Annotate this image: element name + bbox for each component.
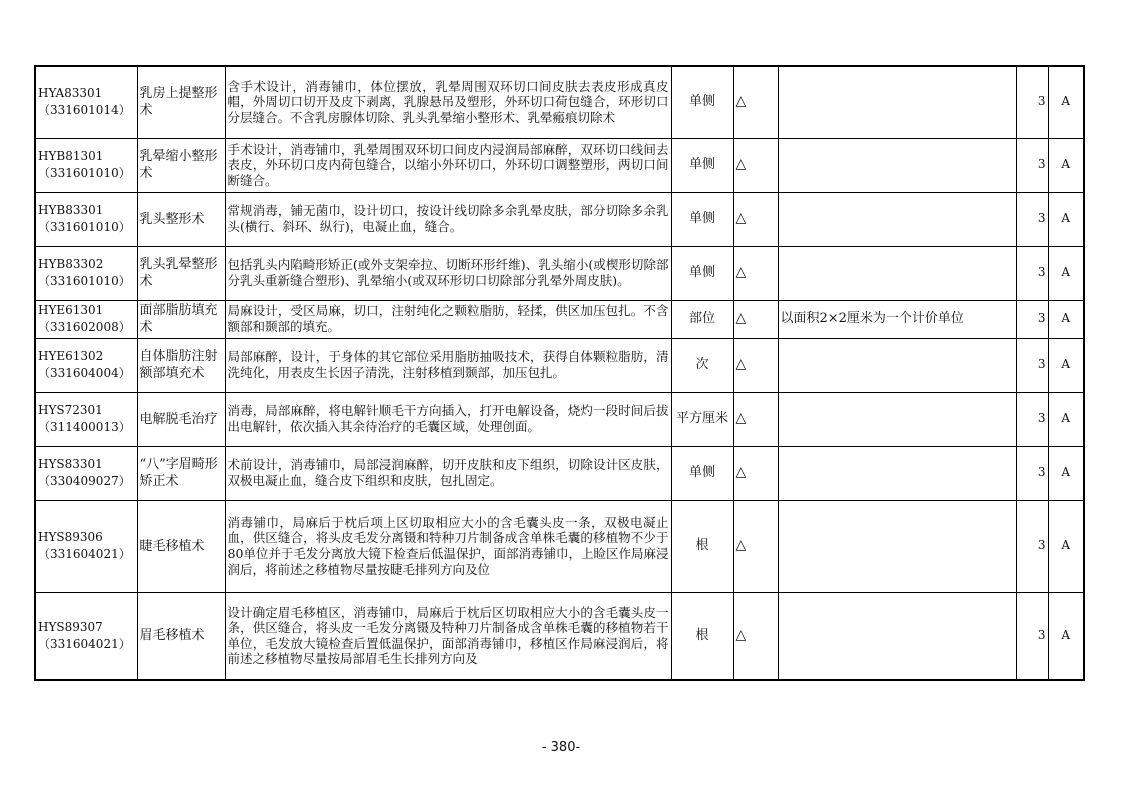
item-code-cell bbox=[35, 138, 137, 192]
table-row bbox=[35, 66, 1084, 138]
item-code: HYB81301 bbox=[38, 149, 104, 163]
pricing-unit: 单侧 bbox=[671, 192, 733, 246]
item-code-cell bbox=[35, 66, 137, 138]
triangle-mark: △ bbox=[733, 138, 778, 192]
item-grade: 3 bbox=[1016, 446, 1048, 500]
table-row bbox=[35, 338, 1084, 392]
item-code-cell bbox=[35, 246, 137, 300]
item-note bbox=[778, 392, 1016, 446]
item-note: 以面积2×2厘米为一个计价单位 bbox=[778, 300, 1016, 338]
triangle-mark: △ bbox=[733, 192, 778, 246]
item-code: HYA83301 bbox=[38, 86, 103, 101]
item-category: A bbox=[1048, 246, 1084, 300]
table-row bbox=[35, 300, 1084, 338]
item-name: 电解脱毛治疗 bbox=[137, 392, 225, 446]
item-name: “八”字眉畸形矫正术 bbox=[137, 446, 225, 500]
item-note bbox=[778, 66, 1016, 138]
item-grade: 3 bbox=[1016, 338, 1048, 392]
item-content-cell bbox=[225, 300, 671, 338]
pricing-unit: 根 bbox=[671, 592, 733, 680]
item-content: 消毒铺巾，局麻后于枕后项上区切取相应大小的含毛囊头皮一条，双极电凝止血，供区缝合，将头皮毛发分离镊和特种刀片制备成含单株毛囊的移植物不少于80单位并于毛发分离放大镜下检查后低温保护，面部消毒铺巾，上睑区作局麻浸润后，将前述之移植物尽量按睫毛排列方向及位 bbox=[227, 514, 669, 577]
item-category: A bbox=[1048, 338, 1084, 392]
item-name: 睫毛移植术 bbox=[137, 500, 225, 592]
item-name: 乳房上提整形术 bbox=[137, 66, 225, 138]
item-grade: 3 bbox=[1016, 300, 1048, 338]
item-grade: 3 bbox=[1016, 592, 1048, 680]
item-code: HYE61301 bbox=[38, 303, 104, 317]
pricing-unit: 部位 bbox=[671, 300, 733, 338]
item-name: 乳头乳晕整形术 bbox=[137, 246, 225, 300]
item-grade: 3 bbox=[1016, 66, 1048, 138]
fee-table bbox=[34, 65, 1085, 681]
item-note bbox=[778, 592, 1016, 680]
table-row bbox=[35, 500, 1084, 592]
item-code: HYS89307 bbox=[38, 619, 103, 634]
item-content-cell bbox=[225, 446, 671, 500]
item-content-cell bbox=[225, 66, 671, 138]
item-name: 面部脂肪填充术 bbox=[137, 300, 225, 338]
item-subcode: （311400013） bbox=[38, 420, 131, 434]
item-content-cell bbox=[225, 592, 671, 680]
item-content: 设计确定眉毛移植区，消毒铺巾，局麻后于枕后区切取相应大小的含毛囊头皮一条，供区缝合，将头皮一毛发分离镊及特种刀片制备成含单株毛囊的移植物若干单位，毛发放大镜检查后置低温保护，面部消毒铺巾，移植区作局麻浸润后，将前述之移植物尽量按局部眉毛生长排列方向及 bbox=[227, 604, 669, 667]
pricing-unit: 根 bbox=[671, 500, 733, 592]
page-number: - 380- bbox=[541, 740, 581, 755]
item-subcode: （330409027） bbox=[38, 474, 131, 488]
item-content: 手术设计，消毒铺巾，乳晕周围双环切口间皮内浸润局部麻醉，双环切口线间去表皮，外环切口皮内荷包缝合，以缩小外环切口，外环切口调整塑形，两切口间断缝合。 bbox=[227, 141, 669, 188]
item-content: 含手术设计，消毒铺巾，体位摆放，乳晕周围双环切口间皮肤去表皮形成真皮帽，外周切口切开及皮下剥离，乳腺悬吊及塑形，外环切口荷包缝合，环形切口分层缝合。不含乳房腺体切除、乳头乳晕缩小整形术、乳晕瘢痕切除术 bbox=[227, 78, 669, 126]
item-subcode: （331601014） bbox=[38, 103, 131, 118]
table-row bbox=[35, 392, 1084, 446]
triangle-mark: △ bbox=[733, 66, 778, 138]
item-category: A bbox=[1048, 500, 1084, 592]
item-code: HYS83301 bbox=[38, 457, 103, 471]
item-subcode: （331601010） bbox=[38, 274, 131, 288]
item-code: HYS72301 bbox=[38, 403, 103, 417]
triangle-mark: △ bbox=[733, 446, 778, 500]
item-subcode: （331601010） bbox=[38, 220, 131, 234]
triangle-mark: △ bbox=[733, 592, 778, 680]
triangle-mark: △ bbox=[733, 338, 778, 392]
table-row bbox=[35, 592, 1084, 680]
item-category: A bbox=[1048, 592, 1084, 680]
item-content: 术前设计，消毒铺巾，局部浸润麻醉，切开皮肤和皮下组织，切除设计区皮肤，双极电凝止血，缝合皮下组织和皮肤，包扎固定。 bbox=[227, 457, 669, 488]
item-code: HYB83302 bbox=[38, 257, 104, 271]
item-note bbox=[778, 446, 1016, 500]
table-row bbox=[35, 192, 1084, 246]
item-category: A bbox=[1048, 138, 1084, 192]
item-code-cell bbox=[35, 300, 137, 338]
item-name: 乳晕缩小整形术 bbox=[137, 138, 225, 192]
item-note bbox=[778, 138, 1016, 192]
item-subcode: （331601010） bbox=[38, 166, 131, 180]
triangle-mark: △ bbox=[733, 500, 778, 592]
item-name: 乳头整形术 bbox=[137, 192, 225, 246]
item-code-cell bbox=[35, 500, 137, 592]
item-code-cell bbox=[35, 446, 137, 500]
item-code: HYS89306 bbox=[38, 530, 103, 544]
table-row bbox=[35, 138, 1084, 192]
triangle-mark: △ bbox=[733, 246, 778, 300]
item-grade: 3 bbox=[1016, 392, 1048, 446]
item-note bbox=[778, 192, 1016, 246]
item-category: A bbox=[1048, 192, 1084, 246]
item-code-cell bbox=[35, 392, 137, 446]
item-content: 局部麻醉，设计，于身体的其它部位采用脂肪抽吸技术，获得自体颗粒脂肪，清洗纯化，用表皮生长因子清洗，注射移植到颞部，加压包扎。 bbox=[227, 349, 669, 380]
item-content: 消毒，局部麻醉，将电解针顺毛干方向插入，打开电解设备，烧灼一段时间后拔出电解针，依次插入其余待治疗的毛囊区域，处理创面。 bbox=[227, 403, 669, 434]
item-grade: 3 bbox=[1016, 192, 1048, 246]
item-code-cell bbox=[35, 338, 137, 392]
item-note bbox=[778, 500, 1016, 592]
item-content-cell bbox=[225, 138, 671, 192]
table-row bbox=[35, 446, 1084, 500]
pricing-unit: 单侧 bbox=[671, 66, 733, 138]
item-content: 局麻设计，受区局麻，切口，注射纯化之颗粒脂肪，轻揉，供区加压包扎。不含额部和颞部的填充。 bbox=[227, 303, 669, 334]
item-grade: 3 bbox=[1016, 246, 1048, 300]
pricing-unit: 次 bbox=[671, 338, 733, 392]
item-grade: 3 bbox=[1016, 138, 1048, 192]
triangle-mark: △ bbox=[733, 300, 778, 338]
item-category: A bbox=[1048, 66, 1084, 138]
table-row bbox=[35, 246, 1084, 300]
item-name: 眉毛移植术 bbox=[137, 592, 225, 680]
item-code: HYE61302 bbox=[38, 349, 104, 363]
item-name: 自体脂肪注射额部填充术 bbox=[137, 338, 225, 392]
item-subcode: （331604021） bbox=[38, 636, 131, 651]
item-code: HYB83301 bbox=[38, 203, 104, 217]
pricing-unit: 单侧 bbox=[671, 138, 733, 192]
pricing-unit: 单侧 bbox=[671, 446, 733, 500]
item-note bbox=[778, 246, 1016, 300]
item-code-cell bbox=[35, 192, 137, 246]
item-code-cell bbox=[35, 592, 137, 680]
triangle-mark: △ bbox=[733, 392, 778, 446]
item-content-cell bbox=[225, 338, 671, 392]
item-content-cell bbox=[225, 246, 671, 300]
item-subcode: （331604004） bbox=[38, 366, 131, 380]
item-content-cell bbox=[225, 392, 671, 446]
item-note bbox=[778, 338, 1016, 392]
item-category: A bbox=[1048, 392, 1084, 446]
item-content-cell bbox=[225, 192, 671, 246]
fee-table-body bbox=[35, 66, 1084, 680]
item-subcode: （331602008） bbox=[38, 320, 131, 334]
item-content-cell bbox=[225, 500, 671, 592]
item-content: 包括乳头内陷畸形矫正(或外支架牵拉、切断环形纤维)、乳头缩小(或楔形切除部分乳头重新缝合塑形)、乳晕缩小(或双环形切口切除部分乳晕外周皮肤)。 bbox=[227, 257, 669, 288]
item-content: 常规消毒，铺无菌巾，设计切口，按设计线切除多余乳晕皮肤，部分切除多余乳头(横行、斜环、纵行)，电凝止血，缝合。 bbox=[227, 203, 669, 234]
item-category: A bbox=[1048, 446, 1084, 500]
pricing-unit: 单侧 bbox=[671, 246, 733, 300]
item-category: A bbox=[1048, 300, 1084, 338]
pricing-unit: 平方厘米 bbox=[671, 392, 733, 446]
item-subcode: （331604021） bbox=[38, 547, 131, 561]
item-grade: 3 bbox=[1016, 500, 1048, 592]
